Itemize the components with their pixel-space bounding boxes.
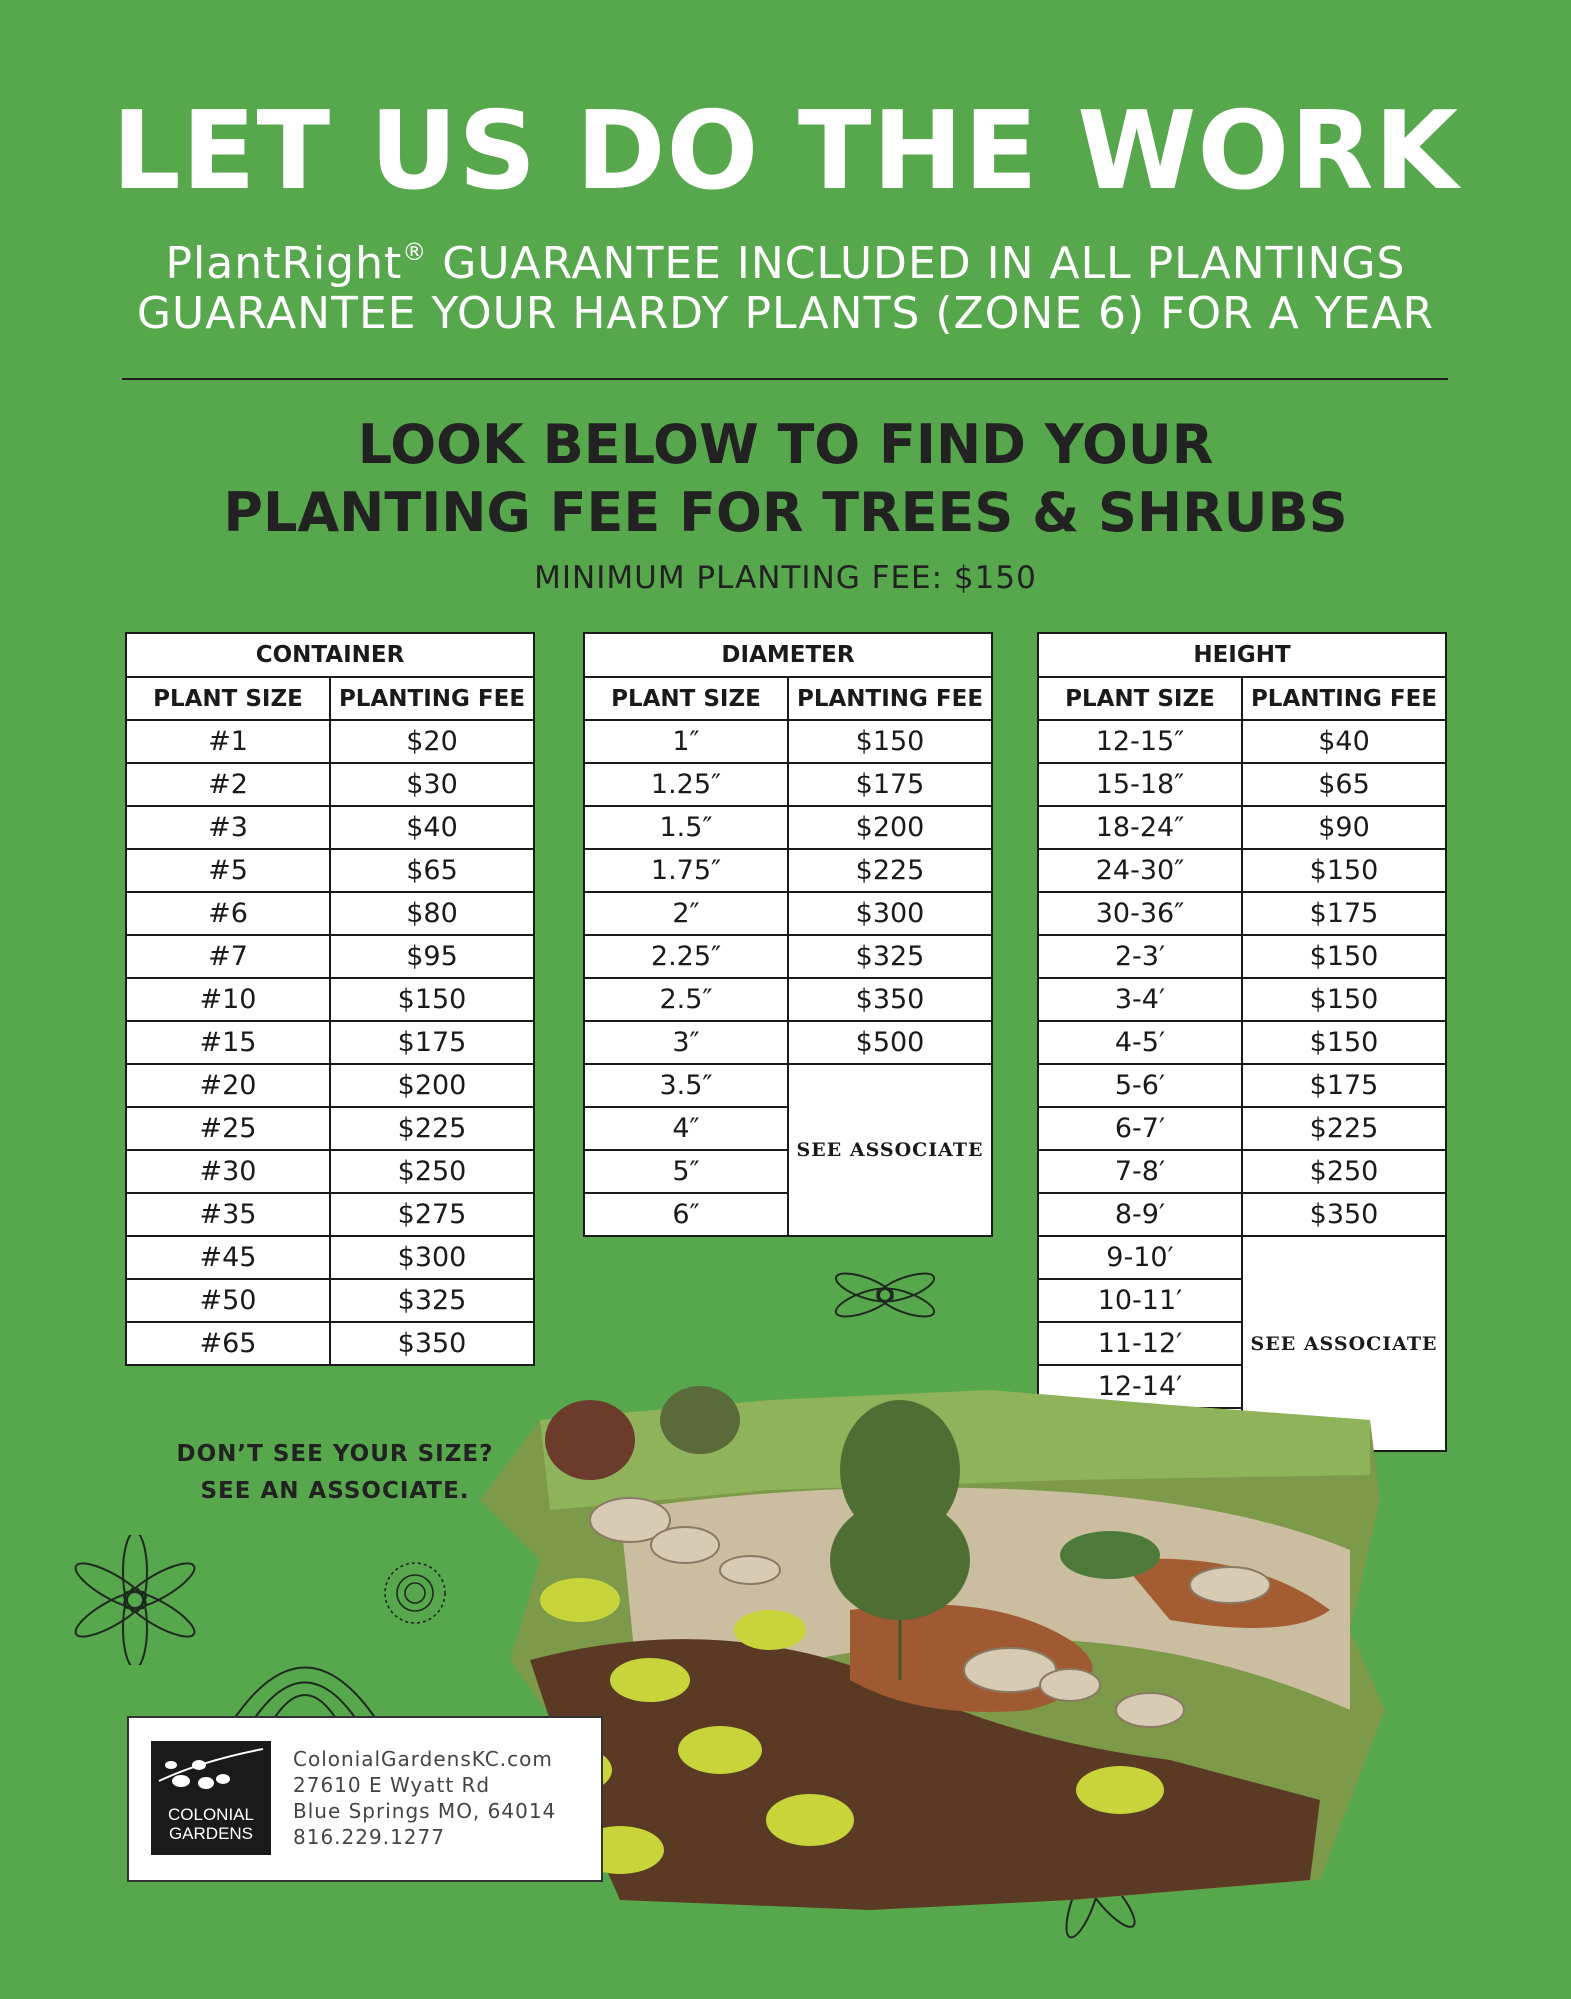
headline: LET US DO THE WORK <box>111 89 1460 214</box>
table-cell: $40 <box>1242 720 1446 763</box>
column-header: PLANT SIZE <box>1038 677 1242 720</box>
table-cell: #10 <box>126 978 330 1021</box>
logo-line-1: COLONIAL <box>168 1805 254 1824</box>
table-row <box>126 1236 534 1279</box>
table-cell: $150 <box>1242 935 1446 978</box>
table-cell: $300 <box>330 1236 534 1279</box>
table-row <box>1038 849 1446 892</box>
table-cell: $65 <box>330 849 534 892</box>
table-cell: 24-30″ <box>1038 849 1242 892</box>
table-cell: $250 <box>1242 1150 1446 1193</box>
see-associate-cell: SEE ASSOCIATE <box>1242 1236 1446 1451</box>
table-cell: 8-9′ <box>1038 1193 1242 1236</box>
table-cell: #15 <box>126 1021 330 1064</box>
table-cell: $175 <box>788 763 992 806</box>
see-associate-cell: SEE ASSOCIATE <box>788 1064 992 1236</box>
table-caption: HEIGHT <box>1038 633 1446 677</box>
table-cell: 4-5′ <box>1038 1021 1242 1064</box>
table-cell: 2-3′ <box>1038 935 1242 978</box>
table-cell: 2″ <box>584 892 788 935</box>
table-row <box>1038 1021 1446 1064</box>
colonial-gardens-logo <box>151 1741 271 1855</box>
table-row <box>584 892 992 935</box>
contact-details <box>293 1746 556 1850</box>
table-cell: 5″ <box>584 1150 788 1193</box>
table-cell: 2.5″ <box>584 978 788 1021</box>
guarantee-line-2: GUARANTEE YOUR HARDY PLANTS (ZONE 6) FOR A YEAR <box>136 288 1435 339</box>
table-cell: $325 <box>788 935 992 978</box>
table-row <box>1038 978 1446 1021</box>
table-cell: #20 <box>126 1064 330 1107</box>
table-cell: $225 <box>330 1107 534 1150</box>
table-cell: $175 <box>1242 892 1446 935</box>
table-cell: #6 <box>126 892 330 935</box>
table-cell: $350 <box>788 978 992 1021</box>
brand-name: PlantRight <box>165 238 403 289</box>
table-cell: 10-11′ <box>1038 1279 1242 1322</box>
table-cell: $225 <box>1242 1107 1446 1150</box>
table-row <box>584 806 992 849</box>
table-row <box>1038 1107 1446 1150</box>
size-note-line-1: DON’T SEE YOUR SIZE? <box>176 1441 494 1467</box>
street-address: 27610 E Wyatt Rd <box>293 1773 491 1797</box>
table-cell: $150 <box>1242 849 1446 892</box>
registered-mark: ® <box>402 238 428 266</box>
table-cell: #35 <box>126 1193 330 1236</box>
logo-line-2: GARDENS <box>168 1824 254 1843</box>
container-table <box>125 632 535 1366</box>
table-cell: #65 <box>126 1322 330 1365</box>
table-row <box>1038 935 1446 978</box>
table-cell: 6-7′ <box>1038 1107 1242 1150</box>
logo-text <box>151 1805 271 1843</box>
height-table <box>1037 632 1447 1452</box>
table-cell: $250 <box>330 1150 534 1193</box>
branch-icon <box>151 1741 271 1801</box>
table-cell: 4″ <box>584 1107 788 1150</box>
table-row <box>1038 1193 1446 1236</box>
table-cell: $300 <box>788 892 992 935</box>
table-row <box>126 763 534 806</box>
table-row <box>1038 1150 1446 1193</box>
divider <box>122 378 1448 380</box>
sunflower-outline-icon <box>380 1558 450 1628</box>
table-cell: #45 <box>126 1236 330 1279</box>
table-caption: DIAMETER <box>584 633 992 677</box>
table-cell: #25 <box>126 1107 330 1150</box>
table-cell: 2.25″ <box>584 935 788 978</box>
table-cell: $90 <box>1242 806 1446 849</box>
guarantee-line <box>0 226 1571 290</box>
table-cell: 11-12′ <box>1038 1322 1242 1365</box>
container-table-body <box>126 720 534 1365</box>
table-cell: $150 <box>1242 1021 1446 1064</box>
table-cell: 9-10′ <box>1038 1236 1242 1279</box>
table-row <box>126 1322 534 1365</box>
table-cell: $275 <box>330 1193 534 1236</box>
flower-outline-icon <box>70 1535 200 1665</box>
table-cell: 1.5″ <box>584 806 788 849</box>
table-row <box>584 763 992 806</box>
phone-number[interactable]: 816.229.1277 <box>293 1825 445 1849</box>
table-cell: $20 <box>330 720 534 763</box>
contact-card <box>127 1716 603 1882</box>
table-cell: 3-4′ <box>1038 978 1242 1021</box>
table-row <box>584 1064 992 1107</box>
landscape-photo <box>470 1380 1390 1920</box>
intro-line-1: LOOK BELOW TO FIND YOUR <box>357 413 1214 476</box>
table-cell: #7 <box>126 935 330 978</box>
table-cell: 12-15″ <box>1038 720 1242 763</box>
table-cell: $325 <box>330 1279 534 1322</box>
leaf-outline-icon <box>220 1620 390 1730</box>
table-cell: 3.5″ <box>584 1064 788 1107</box>
table-row <box>126 1107 534 1150</box>
table-cell: $65 <box>1242 763 1446 806</box>
diameter-table <box>583 632 993 1237</box>
table-row <box>1038 806 1446 849</box>
table-row <box>1038 720 1446 763</box>
table-cell: $150 <box>788 720 992 763</box>
size-note-line-2: SEE AN ASSOCIATE. <box>200 1478 470 1504</box>
table-row <box>584 978 992 1021</box>
table-row <box>126 978 534 1021</box>
table-cell: #1 <box>126 720 330 763</box>
table-cell: 6″ <box>584 1193 788 1236</box>
table-cell: 1″ <box>584 720 788 763</box>
table-cell: $200 <box>330 1064 534 1107</box>
table-cell: $95 <box>330 935 534 978</box>
table-caption: CONTAINER <box>126 633 534 677</box>
website-link[interactable]: ColonialGardensKC.com <box>293 1747 553 1771</box>
table-cell: 5-6′ <box>1038 1064 1242 1107</box>
table-row <box>126 720 534 763</box>
table-row <box>126 892 534 935</box>
table-row <box>584 1021 992 1064</box>
table-cell: $150 <box>1242 978 1446 1021</box>
table-cell: 3″ <box>584 1021 788 1064</box>
table-row <box>126 806 534 849</box>
table-row <box>1038 1236 1446 1279</box>
column-header: PLANTING FEE <box>1242 677 1446 720</box>
table-cell: 18-24″ <box>1038 806 1242 849</box>
minimum-fee: MINIMUM PLANTING FEE: $150 <box>534 560 1037 596</box>
guarantee-text: GUARANTEE INCLUDED IN ALL PLANTINGS <box>442 238 1406 289</box>
table-cell: $350 <box>330 1322 534 1365</box>
table-row <box>1038 892 1446 935</box>
table-cell: $80 <box>330 892 534 935</box>
table-cell: 15-18″ <box>1038 763 1242 806</box>
table-cell: $150 <box>330 978 534 1021</box>
height-table-body <box>1038 720 1446 1451</box>
table-cell: 30-36″ <box>1038 892 1242 935</box>
table-row <box>126 1193 534 1236</box>
column-header: PLANT SIZE <box>126 677 330 720</box>
table-cell: $40 <box>330 806 534 849</box>
table-row <box>1038 763 1446 806</box>
table-cell: $30 <box>330 763 534 806</box>
table-row <box>126 1064 534 1107</box>
table-cell: $175 <box>330 1021 534 1064</box>
table-row <box>584 849 992 892</box>
table-row <box>1038 1064 1446 1107</box>
table-row <box>126 849 534 892</box>
table-row <box>584 935 992 978</box>
table-cell: 7-8′ <box>1038 1150 1242 1193</box>
table-cell: 1.75″ <box>584 849 788 892</box>
flower-outline-icon <box>820 1255 950 1335</box>
table-cell: #2 <box>126 763 330 806</box>
table-cell: #3 <box>126 806 330 849</box>
table-cell: #50 <box>126 1279 330 1322</box>
table-row <box>126 1021 534 1064</box>
table-cell: #30 <box>126 1150 330 1193</box>
table-row <box>584 720 992 763</box>
table-cell: $175 <box>1242 1064 1446 1107</box>
table-row <box>126 1279 534 1322</box>
table-cell: $500 <box>788 1021 992 1064</box>
column-header: PLANTING FEE <box>788 677 992 720</box>
table-row <box>126 935 534 978</box>
column-header: PLANTING FEE <box>330 677 534 720</box>
intro-line-2: PLANTING FEE FOR TREES & SHRUBS <box>223 481 1348 544</box>
table-cell: 12-14′ <box>1038 1365 1242 1408</box>
table-cell: $200 <box>788 806 992 849</box>
table-cell: 1.25″ <box>584 763 788 806</box>
city-address: Blue Springs MO, 64014 <box>293 1799 557 1823</box>
table-cell: $350 <box>1242 1193 1446 1236</box>
table-cell: $225 <box>788 849 992 892</box>
column-header: PLANT SIZE <box>584 677 788 720</box>
diameter-table-body <box>584 720 992 1236</box>
table-cell: #5 <box>126 849 330 892</box>
table-row <box>126 1150 534 1193</box>
